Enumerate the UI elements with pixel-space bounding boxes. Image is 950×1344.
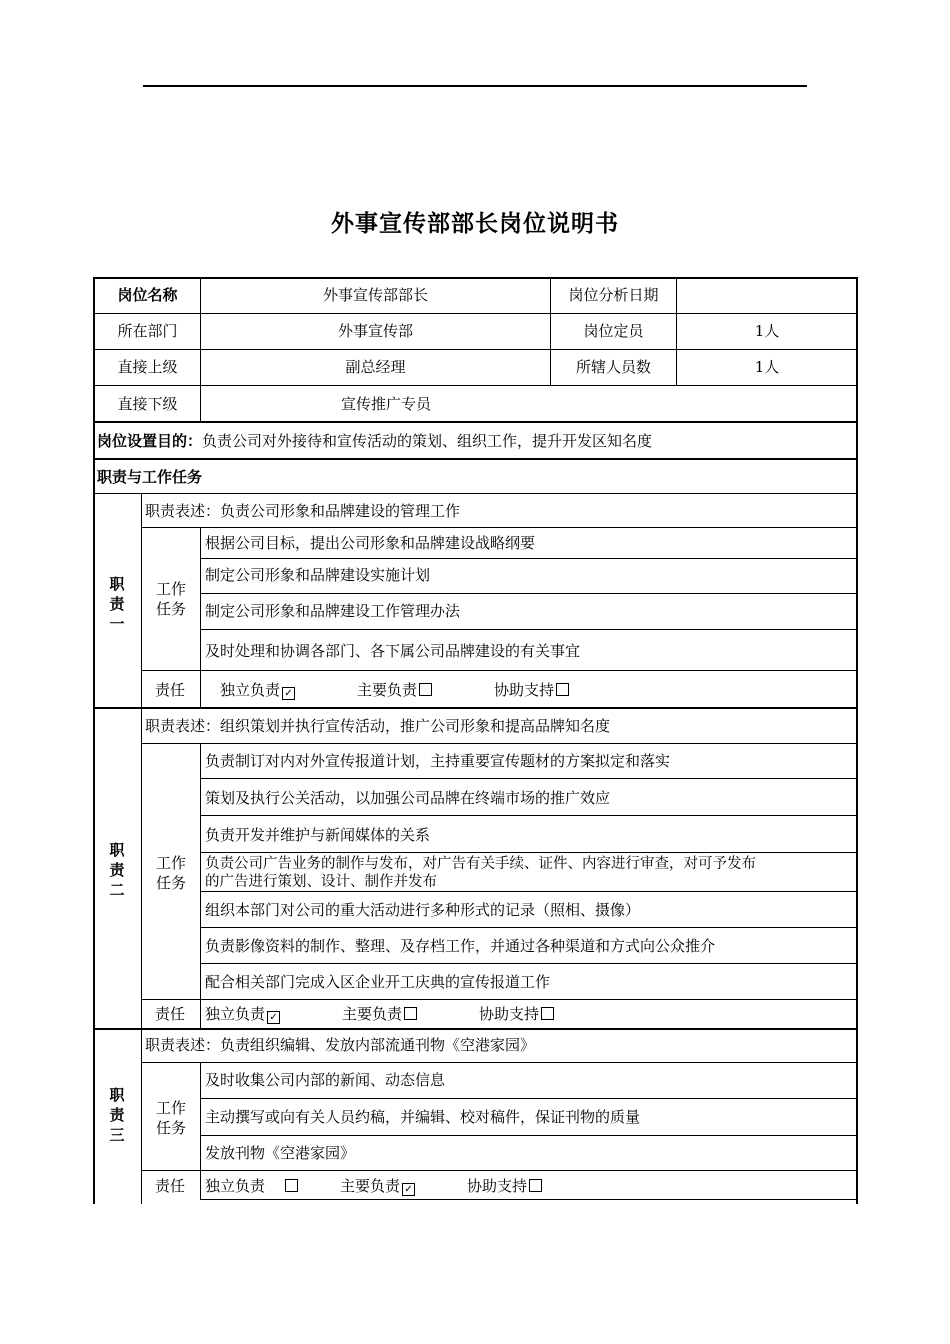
duty2-description: 职责表述：组织策划并执行宣传活动，推广公司形象和提高品牌知名度 (145, 717, 611, 735)
duty1-task-2: 制定公司形象和品牌建设实施计划 (205, 566, 431, 584)
duty1-resp-label: 责任 (155, 681, 186, 699)
purpose-text: 负责公司对外接待和宣传活动的策划、组织工作，提升开发区知名度 (202, 432, 653, 450)
purpose-label: 岗位设置目的： (97, 432, 203, 450)
superior-label: 直接上级 (117, 358, 178, 376)
duty2-assist-checkbox[interactable] (541, 1007, 554, 1020)
duty2-task-7: 配合相关部门完成入区企业开工庆典的宣传报道工作 (205, 973, 551, 991)
analysis-date-label: 岗位分析日期 (568, 286, 659, 304)
duty3-task-2: 主动撰写或向有关人员约稿，并编辑、校对稿件，保证刊物的质量 (205, 1108, 641, 1126)
duty1-description: 职责表述：负责公司形象和品牌建设的管理工作 (145, 502, 461, 520)
duties-heading: 职责与工作任务 (97, 468, 203, 486)
duty2-independent-checkbox[interactable]: ✓ (267, 1011, 280, 1024)
duty3-main-checkbox[interactable]: ✓ (402, 1183, 415, 1196)
dept-label: 所在部门 (117, 322, 178, 340)
duty2-resp-options: 独立负责 ✓ 主要负责 协助支持 (205, 1006, 554, 1024)
duty1-task-3: 制定公司形象和品牌建设工作管理办法 (205, 602, 461, 620)
post-name-label: 岗位名称 (117, 286, 178, 304)
header-rule (143, 85, 807, 87)
duty3-resp-options: 独立负责 主要负责 ✓ 协助支持 (205, 1178, 542, 1196)
purpose-line (97, 433, 652, 450)
duty3-task-label: 工作 任务 (155, 1099, 186, 1137)
duty2-task-3: 负责开发并维护与新闻媒体的关系 (205, 826, 431, 844)
duty2-main-checkbox[interactable] (404, 1007, 417, 1020)
superior-value: 副总经理 (345, 358, 406, 376)
duty3-task-1: 及时收集公司内部的新闻、动态信息 (205, 1071, 446, 1089)
document-title: 外事宣传部部长岗位说明书 (331, 211, 619, 237)
duty3-independent-checkbox[interactable] (285, 1179, 298, 1192)
duty3-assist-checkbox[interactable] (529, 1179, 542, 1192)
duty1-assist-checkbox[interactable] (556, 683, 569, 696)
duty3-description: 职责表述：负责组织编辑、发放内部流通刊物《空港家园》 (145, 1036, 536, 1054)
duty2-task-2: 策划及执行公关活动，以加强公司品牌在终端市场的推广效应 (205, 789, 611, 807)
duty2-task-label: 工作 任务 (155, 854, 186, 892)
duty2-task-6: 负责影像资料的制作、整理、及存档工作，并通过各种渠道和方式向公众推介 (205, 937, 716, 955)
duty1-task-1: 根据公司目标，提出公司形象和品牌建设战略纲要 (205, 534, 536, 552)
duty2-task-1: 负责制订对内对外宣传报道计划，主持重要宣传题材的方案拟定和落实 (205, 752, 671, 770)
duty1-task-4: 及时处理和协调各部门、各下属公司品牌建设的有关事宜 (205, 642, 581, 660)
subordinates-label: 所辖人员数 (575, 358, 651, 376)
duty1-independent-checkbox[interactable]: ✓ (282, 687, 295, 700)
post-name-value: 外事宣传部部长 (322, 286, 428, 304)
direct-sub-value: 宣传推广专员 (340, 395, 431, 413)
duty1-main-checkbox[interactable] (419, 683, 432, 696)
duty2-label: 职 责 二 (109, 841, 125, 899)
direct-sub-label: 直接下级 (117, 395, 178, 413)
headcount-value: 1人 (754, 322, 780, 340)
subordinates-value: 1人 (754, 358, 780, 376)
duty1-task-label: 工作 任务 (155, 580, 186, 618)
duty2-resp-label: 责任 (155, 1005, 186, 1023)
duty3-task-3: 发放刊物《空港家园》 (205, 1144, 356, 1162)
duties-heading-row (93, 458, 858, 494)
duty3-label: 职 责 三 (109, 1086, 125, 1144)
duty1-label: 职 责 一 (109, 575, 125, 633)
duty2-task-4-cont: 的广告进行策划、设计、制作并发布 (205, 874, 437, 890)
duty2-task-5: 组织本部门对公司的重大活动进行多种形式的记录（照相、摄像） (205, 901, 641, 919)
dept-value: 外事宣传部 (337, 322, 413, 340)
duty2-task-4: 负责公司广告业务的制作与发布，对广告有关手续、证件、内容进行审查，对可予发布 (205, 856, 756, 872)
headcount-label: 岗位定员 (583, 322, 644, 340)
duty1-resp-options: 独立负责 ✓ 主要负责 协助支持 (220, 682, 569, 700)
duty3-resp-label: 责任 (155, 1177, 186, 1195)
